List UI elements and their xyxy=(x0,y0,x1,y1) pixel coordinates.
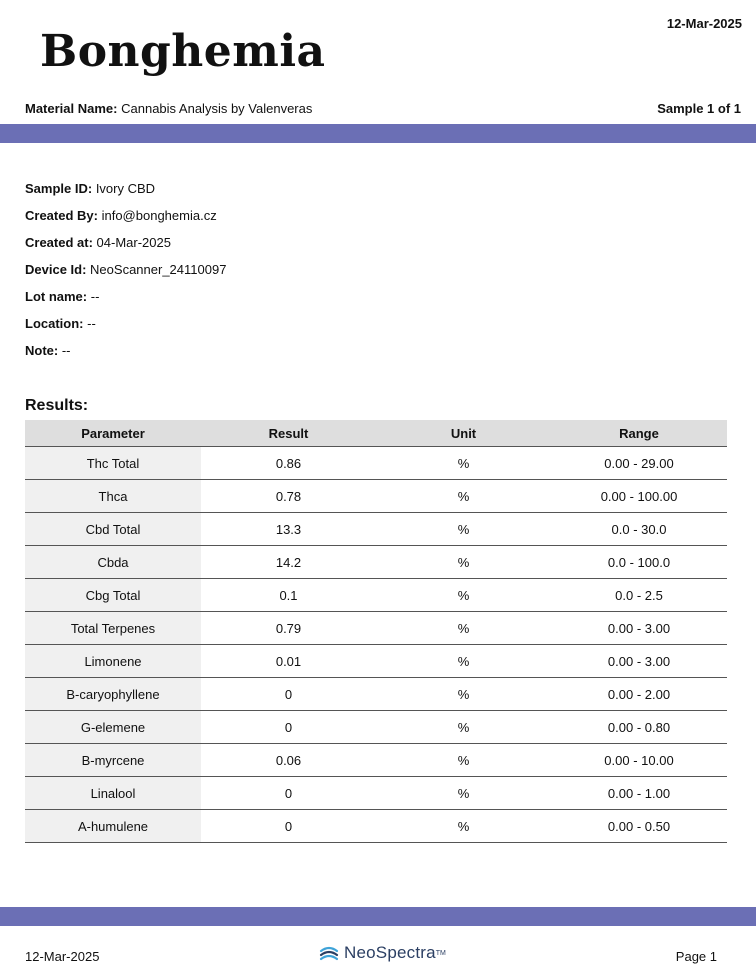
header-date: 12-Mar-2025 xyxy=(666,16,742,31)
cell-unit: % xyxy=(376,678,551,711)
meta-value: NeoScanner_24110097 xyxy=(90,262,227,277)
cell-unit: % xyxy=(376,612,551,645)
cell-parameter: Total Terpenes xyxy=(25,612,201,645)
cell-parameter: A-humulene xyxy=(25,810,201,843)
cell-result: 0.01 xyxy=(201,645,376,678)
table-row xyxy=(25,480,727,513)
meta-label: Created at: xyxy=(25,235,93,250)
meta-label: Lot name: xyxy=(25,289,88,304)
cell-range: 0.00 - 0.50 xyxy=(551,810,727,843)
table-header-row xyxy=(25,420,727,447)
table-row xyxy=(25,612,727,645)
cell-unit: % xyxy=(376,480,551,513)
meta-lot-name xyxy=(25,288,226,315)
cell-unit: % xyxy=(376,645,551,678)
cell-result: 0.86 xyxy=(201,447,376,480)
cell-result: 14.2 xyxy=(201,546,376,579)
meta-label: Location: xyxy=(25,316,84,331)
cell-parameter: Cbda xyxy=(25,546,201,579)
sample-metadata xyxy=(25,180,226,369)
cell-unit: % xyxy=(376,744,551,777)
bottom-band xyxy=(0,907,756,926)
cell-parameter: Thc Total xyxy=(25,447,201,480)
cell-result: 0.1 xyxy=(201,579,376,612)
cell-result: 0 xyxy=(201,810,376,843)
cell-range: 0.0 - 2.5 xyxy=(551,579,727,612)
table-row xyxy=(25,744,727,777)
material-name xyxy=(25,101,312,116)
cell-parameter: Thca xyxy=(25,480,201,513)
cell-unit: % xyxy=(376,711,551,744)
cell-result: 0.78 xyxy=(201,480,376,513)
neospectra-text: NeoSpectra xyxy=(344,943,436,962)
table-row xyxy=(25,777,727,810)
bonghemia-logo xyxy=(24,16,324,88)
top-band xyxy=(0,124,756,143)
table-row xyxy=(25,579,727,612)
meta-label: Note: xyxy=(25,343,59,358)
meta-created-at xyxy=(25,234,226,261)
cell-parameter: Linalool xyxy=(25,777,201,810)
cell-range: 0.00 - 0.80 xyxy=(551,711,727,744)
cell-result: 0 xyxy=(201,678,376,711)
cell-range: 0.00 - 2.00 xyxy=(551,678,727,711)
meta-created-by xyxy=(25,207,226,234)
cell-result: 0.79 xyxy=(201,612,376,645)
cell-result: 0 xyxy=(201,711,376,744)
meta-label: Created By: xyxy=(25,208,98,223)
results-title: Results: xyxy=(25,397,89,414)
table-row xyxy=(25,513,727,546)
cell-range: 0.00 - 3.00 xyxy=(551,645,727,678)
cell-range: 0.00 - 10.00 xyxy=(551,744,727,777)
meta-value: -- xyxy=(90,289,100,304)
cell-result: 13.3 xyxy=(201,513,376,546)
brand-name: Bonghemia xyxy=(40,26,326,77)
table-row xyxy=(25,546,727,579)
neospectra-icon xyxy=(318,942,340,964)
table-row xyxy=(25,810,727,843)
neospectra-tm: TM xyxy=(435,949,446,957)
neospectra-logo xyxy=(318,942,446,964)
material-label: Material Name: xyxy=(25,101,118,116)
cell-parameter: Cbd Total xyxy=(25,513,201,546)
header-parameter: Parameter xyxy=(25,420,201,447)
footer-date: 12-Mar-2025 xyxy=(25,949,100,964)
meta-value: Ivory CBD xyxy=(95,181,156,196)
cell-parameter: B-myrcene xyxy=(25,744,201,777)
meta-location xyxy=(25,315,226,342)
header-result: Result xyxy=(201,420,376,447)
meta-device-id xyxy=(25,261,226,288)
cell-result: 0 xyxy=(201,777,376,810)
material-value: Cannabis Analysis by Valenveras xyxy=(121,101,313,116)
meta-value: -- xyxy=(61,343,71,358)
cell-parameter: Limonene xyxy=(25,645,201,678)
cell-range: 0.00 - 1.00 xyxy=(551,777,727,810)
cell-unit: % xyxy=(376,579,551,612)
sample-count: Sample 1 of 1 xyxy=(657,101,741,116)
cell-range: 0.00 - 29.00 xyxy=(551,447,727,480)
header-unit: Unit xyxy=(376,420,551,447)
cell-parameter: G-elemene xyxy=(25,711,201,744)
table-row xyxy=(25,645,727,678)
cell-unit: % xyxy=(376,810,551,843)
meta-label: Device Id: xyxy=(25,262,87,277)
header-range: Range xyxy=(551,420,727,447)
cell-unit: % xyxy=(376,546,551,579)
table-row xyxy=(25,678,727,711)
footer-page-number: Page 1 xyxy=(675,949,717,964)
table-row xyxy=(25,711,727,744)
cell-range: 0.00 - 100.00 xyxy=(551,480,727,513)
cell-parameter: Cbg Total xyxy=(25,579,201,612)
table-row xyxy=(25,447,727,480)
cell-range: 0.0 - 100.0 xyxy=(551,546,727,579)
cell-unit: % xyxy=(376,513,551,546)
meta-sample-id xyxy=(25,180,226,207)
results-table xyxy=(25,420,727,843)
cell-range: 0.0 - 30.0 xyxy=(551,513,727,546)
cell-unit: % xyxy=(376,777,551,810)
meta-value: 04-Mar-2025 xyxy=(96,235,171,250)
cell-range: 0.00 - 3.00 xyxy=(551,612,727,645)
cell-unit: % xyxy=(376,447,551,480)
meta-value: -- xyxy=(87,316,96,331)
meta-value: info@bonghemia.cz xyxy=(101,208,217,223)
cell-result: 0.06 xyxy=(201,744,376,777)
meta-label: Sample ID: xyxy=(25,181,93,196)
cell-parameter: B-caryophyllene xyxy=(25,678,201,711)
meta-note xyxy=(25,342,226,369)
